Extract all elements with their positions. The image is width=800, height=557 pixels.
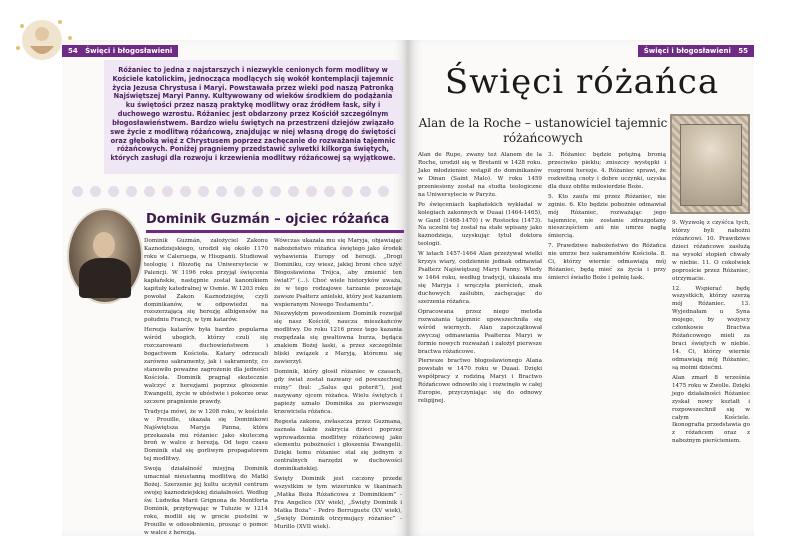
paragraph: Po święceniach kapłańskich wykładał w kolegiach zakonnych w Duaai (1464-1465), w Gand (1468-1470) i w Rostocku (1473). Na uczelni tej został na stałe wpisany jako kaznodzieja, uzyskując tytuł doktora teologii. xyxy=(418,201,542,248)
paragraph: 3. Różaniec będzie potężną bronią przeciwko piekłu; zniszczy występki i rozgromi herezje. 4. Różaniec sprawi, że rozkwitną cnoty i dobre uczynki, uzyska dla dusz obfite miłosierdzie Boże. xyxy=(548,152,666,190)
paragraph: Opracowana przez niego metoda rozważania tajemnic upowszechniła się wśród wiernych. Alan zapoczątkował zwyczaj odmawiania Psałterza Maryi w formie nowych rozważań i założył pierwsze bractwa różańcowe. xyxy=(418,308,542,355)
right-column-1 xyxy=(418,152,542,528)
paragraph: 5. Kto zaufa mi przez Różaniec, nie zginie. 6. Kto będzie pobożnie odmawiał mój Różaniec, rozważając jego tajemnice, nie zostanie zdruzgotany nieszczęściem ani nie umrze nagłą śmiercią. xyxy=(548,193,666,240)
left-column-2 xyxy=(274,238,402,528)
paragraph: 7. Prawdziwe nabożeństwo do Różańca nie umrze bez sakramentów Kościoła. 8. Ci, którzy wiernie odmawiają mój Różaniec, będą mieć za życia i przy śmierci światło Boże i pełnię łask. xyxy=(548,243,666,282)
right-column-2 xyxy=(548,152,666,528)
paragraph: W latach 1457-1464 Alan przeżywał wielki kryzys wiary, codziennie jednak odmawiał Psałterz Najświętszej Maryi Panny. Wtedy w 1464 roku, według tradycji, ukazała mu się Maryja i wręczyła pierścień, znak duchowych zaślubin, zachęcając do szerzenia różańca. xyxy=(418,251,542,305)
left-page-number: 54 xyxy=(68,47,78,55)
paragraph: Swoją działalność misyjną Dominik umacniał nieustanną modlitwą do Matki Bożej. Szerzenie jej kultu uczynił centrum swojej kaznodziejskiej działalności. Według św. Ludwika Marii Grignona de Montforta Dominik, przybywając w Tuluzie w 1214 roku, modlił się w grocie pustelni w Prouille w odosobnieniu, prosząc o pomoc w walce z herezją. xyxy=(144,466,268,536)
left-page-tab xyxy=(62,45,178,57)
article-title-left: Dominik Guzmán – ojciec różańca xyxy=(146,212,390,227)
paragraph: Alan de Rupe, zwany też Alanem de la Roche, urodził się w Bretanii w 1428 roku. Jako młodzieniec wstąpił do dominikanów w Dinan (Saint Malo). W roku 1459 przeniesiony został na studia teologiczne na Uniwersytecie w Paryżu. xyxy=(418,152,542,198)
title-underline xyxy=(146,230,404,233)
dominik-portrait xyxy=(67,208,143,304)
paragraph: Święty Dominik jest czczony przede wszystkim w tym wizerunku w tkaninach „Matka Boża Różańcowa z Dominikiem” - Fra Angelico (XV wiek), „Święty Dominik i Matka Boża” - Pedro Berruguete (XV wiek), „Święty Dominik otrzymujący różaniec” - Murillo (XVII wiek). xyxy=(274,476,402,530)
right-section-label: Święci i błogosławieni xyxy=(643,47,731,55)
right-page-tab xyxy=(638,45,754,57)
paragraph: Alan zmarł 8 września 1475 roku w Zwolle. Dzięki jego działalności Różaniec zyskał nowy kształt i rozpowszechnił się w całym Kościele. Ikonografia przedstawia go z różańcem oraz z nabożnym pierścieniem. xyxy=(672,374,750,445)
right-page xyxy=(408,40,754,536)
magazine-spread xyxy=(62,40,754,536)
paragraph: Niezwykłym powodzeniem Dominik rozwijał się nasz Kościół, naucza mieszkańców modlitwy. Do roku 1216 przez tego kazania rozpędzała się gwałtowna burza, będąca znakiem Bożej łaski, a przez szczególnie bliski związek z Maryją, któremu się zawierzył. xyxy=(274,311,402,366)
paragraph: Herezja katarów była bardzo popularna wśród ubogich, którzy czuli się rozczarowani duchowieństwem i bogactwem Kościoła. Katary odrzucali zarówno sakramenty, jak i sakramenty, co stanowiło poważne zagrożenie dla jedności Kościoła. Dominik pragnął skutecznie walczyć z herezjami poprzez głoszenie Ewangelii, życie w ubóstwie i pokorze oraz szczere pragnienie prawdy. xyxy=(144,327,268,405)
paragraph: Dominik Guzmán, założyciel Zakonu Kaznodziejskiego, urodził się około 1170 roku w Caleruega, w Hiszpanii. Studiował teologię i filozofię na Uniwersytecie w Palencji. W 1196 roku przyjął święcenia kapłańskie, następnie został kanonikiem kapituły katedralnej w Osmie. W 1203 roku powołał Zakon Kaznodziejów, czyli dominikanów, w odpowiedzi na rozszerzającą się herezję albigensów na południu Francji, w tym katarów. xyxy=(144,238,268,324)
left-section-label: Święci i błogosławieni xyxy=(85,47,173,55)
alan-engraving xyxy=(670,114,750,214)
paragraph: 9. Wyzwolę z czyśćca tych, którzy byli nabożni różańcowi. 10. Prawdziwe dzieci różańcowe zasłużą na wysoki stopień chwały w niebie. 11. O cokolwiek poprosicie przez Różaniec, otrzymacie. xyxy=(672,220,750,282)
paragraph: 12. Wspierać będę wszystkich, którzy szerzą mój Różaniec. 13. Wyjednałam u Syna mojego, by wszyscy członkowie Bractwa Różańcowego mieli za braci świętych w niebie. 14. Ci, którzy wiernie odmawiają mój Różaniec, są moimi dziećmi. xyxy=(672,285,750,371)
paragraph: Wówczas ukazała mu się Maryja, objawiając nabożeństwo różańca świętego jako środek wybawienia Europy od herezji. „Drogi Dominiku, czy wiesz, jakiej broni chce użyć Błogosławiona Trójca, aby zmienić ten świat?” (...). Choć wiele historyków uważa, że w tego rodzajowe tarzanie pozostaje zawsze Psałterz anielski, który jest kazaniem wspieranym Nowego Testamentu”. xyxy=(274,238,402,308)
paragraph: Pierwsze bractwo błogosławionego Alana powstało w 1470 roku w Duaai. Dzięki współpracy z rodziną Maryi i Bractwo Różańcowe odnowiło się i rozwinęło w całej Europie, przyczyniając się do odnowy religijnej. xyxy=(418,358,542,405)
paragraph: Dominik, który głosił różaniec w czasach, gdy świat został nazwany od powszechnej ruiny” (bul: „Salus qui poterit”), jest nazywany ojcem różańca. Wielu świętych i papieży uznało Dominika za pierwszego krzewiciela różańca. xyxy=(274,369,402,415)
decorative-dots xyxy=(72,182,402,196)
left-column-1 xyxy=(144,238,268,536)
left-page xyxy=(62,40,408,536)
paragraph: Tradycja mówi, że w 1208 roku, w kościele w Prouille, ukazała się Dominikowi Najświętsza Maryja Panna, która przekazała mu różaniec jako skuteczną broń w walce z herezją. Od tego czasu Dominik stał się gorliwym propagatorem tej modlitwy. xyxy=(144,408,268,463)
intro-box: Różaniec to jedna z najstarszych i niezwykle cenionych form modlitwy w Kościele katolickim, jednocząca modlących się wokół kontemplacji tajemnic życia Jezusa Chrystusa i Maryi. Powstawała przez wieki pod naszą Patronką Najświętszej Maryi Panny. Kultywowany od wieków środkiem do podążania ku świętości przez naszą praktykę modlitwy oraz źródłem łask, siły i duchowego wzrostu. Różaniec jest obdarzony przez Kościół szczególnym błogosławieństwem. Bardzo wielu świętych na przestrzeni dziejów związało swe życie z modlitwą różańcową, znajdując w niej własną drogę do świętości oraz głęboką więź z Chrystusem poprzez zachęcanie do rozważania tajemnic różańcowych. Poniżej pragniemy przedstawić sylwetki kilkorga świętych, których zasługi dla rozwoju i krzewienia modlitwy różańcowej są wyjątkowe. xyxy=(104,60,402,174)
paragraph: Regesta zakonu, zwłaszcza przez Guzmana, zaznała także zakrycia dzieci poprzez wprowadzenia modlitwy różańcowej jako elementu pobożności i głoszenia Ewangelii. Dzięki temu różaniec stał się jednym z centralnych narzędzi w duchowości dominikańskiej. xyxy=(274,418,402,473)
article-subtitle: Alan de la Roche – ustanowiciel tajemnic różańcowych xyxy=(418,116,668,145)
right-column-3 xyxy=(672,220,750,528)
feature-title: Święci różańca xyxy=(444,62,720,102)
right-page-number: 55 xyxy=(738,47,748,55)
